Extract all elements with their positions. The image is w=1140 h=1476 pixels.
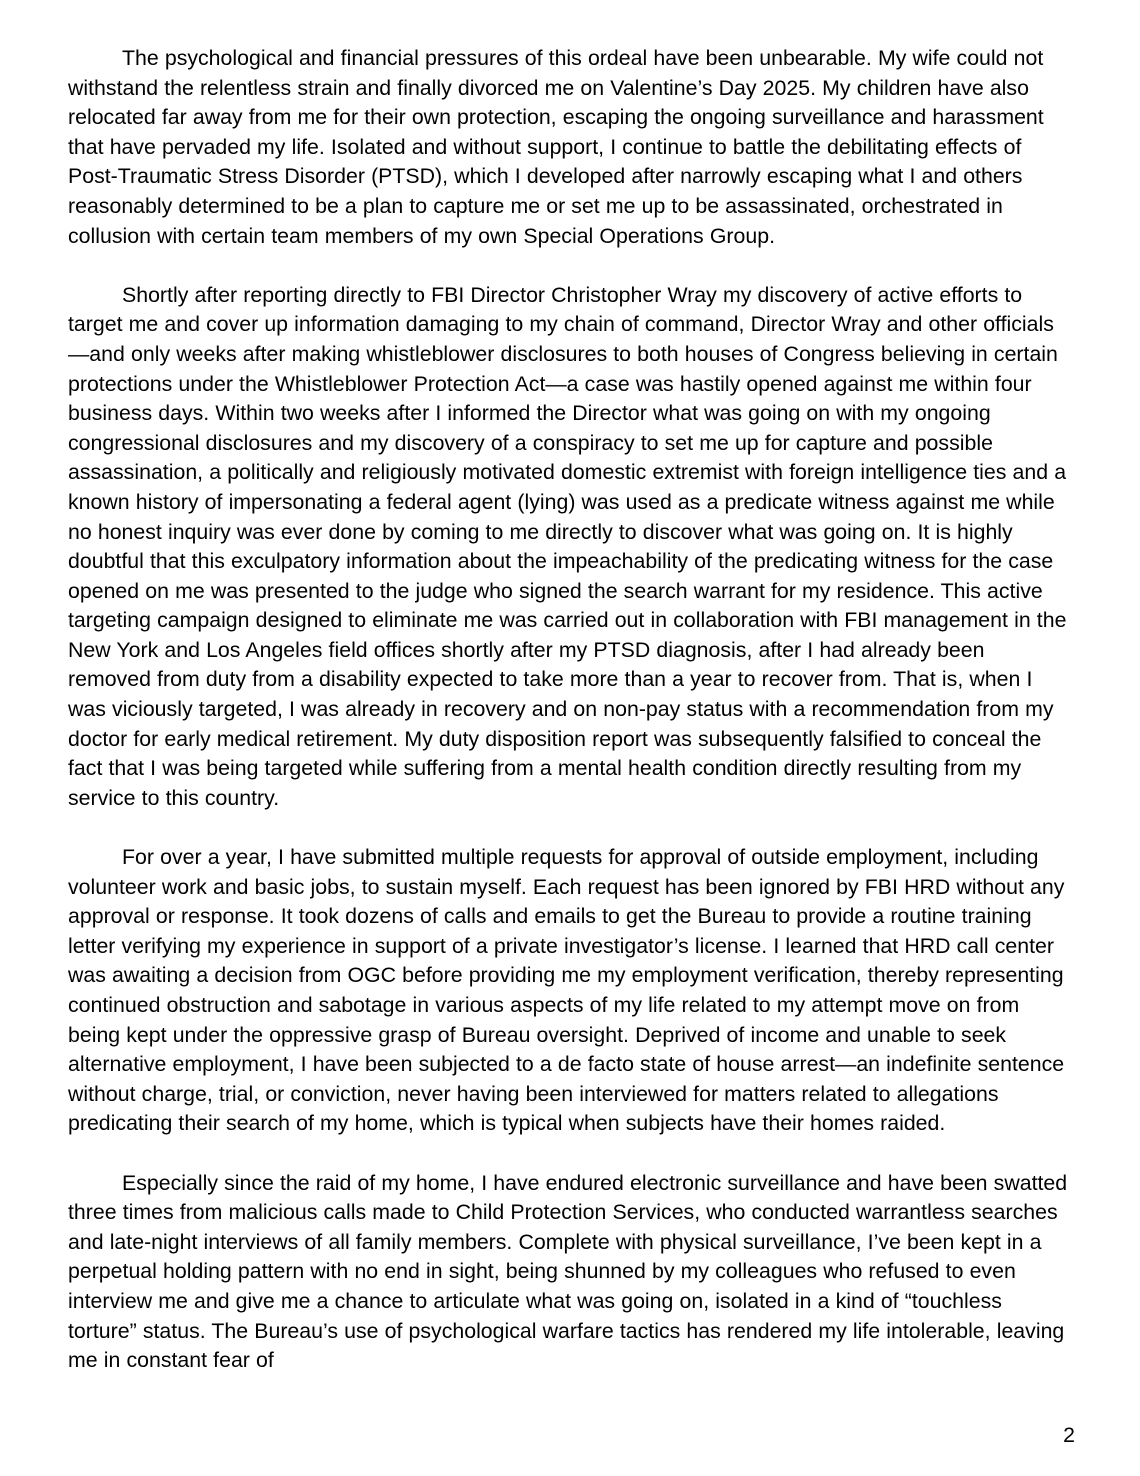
paragraph-3: For over a year, I have submitted multiple requests for approval of outside employment, including volunteer work and basic jobs, to sustain myself. Each request has been ignored by FBI HRD without any approval or response. It took dozens of calls and emails to get the Bureau to provide a routine training letter verifying my experience in support of a private investigator’s license. I learned that HRD call center was awaiting a decision from OGC before providing me my employment verification, thereby representing continued obstruction and sabotage in various aspects of my life related to my attempt move on from being kept under the oppressive grasp of Bureau oversight. Deprived of income and unable to seek alternative employment, I have been subjected to a de facto state of house arrest—an indefinite sentence without charge, trial, or conviction, never having been interviewed for matters related to allegations predicating their search of my home, which is typical when subjects have their homes raided. [68, 845, 1065, 1136]
paragraph-2: Shortly after reporting directly to FBI Director Christopher Wray my discovery of active efforts to target me and cover up information damaging to my chain of command, Director Wray and other officials—and only weeks after making whistleblower disclosures to both houses of Congress believing in certain protections under the Whistleblower Protection Act—a case was hastily opened against me within four business days. Within two weeks after I informed the Director what was going on with my ongoing congressional disclosures and my discovery of a conspiracy to set me up for capture and possible assassination, a politically and religiously motivated domestic extremist with foreign intelligence ties and a known history of impersonating a federal agent (lying) was used as a predicate witness against me while no honest inquiry was ever done by coming to me directly to discover what was going on. It is highly doubtful that this exculpatory information about the impeachability of the predicating witness for the case opened on me was presented to the judge who signed the search warrant for my residence. This active targeting campaign designed to eliminate me was carried out in collaboration with FBI management in the New York and Los Angeles field offices shortly after my PTSD diagnosis, after I had already been removed from duty from a disability expected to take more than a year to recover from. That is, when I was viciously targeted, I was already in recovery and on non-pay status with a recommendation from my doctor for early medical retirement. My duty disposition report was subsequently falsified to conceal the fact that I was being targeted while suffering from a mental health condition directly resulting from my service to this country. [68, 282, 1067, 810]
paragraph-1: The psychological and financial pressures of this ordeal have been unbearable. My wife could not withstand the relentless strain and finally divorced me on Valentine’s Day 2025. My children have also relocated far away from me for their own protection, escaping the ongoing surveillance and harassment that have pervaded my life. Isolated and without support, I continue to battle the debilitating effects of Post-Traumatic Stress Disorder (PTSD), which I developed after narrowly escaping what I and others reasonably determined to be a plan to capture me or set me up to be assassinated, orchestrated in collusion with certain team members of my own Special Operations Group. [68, 46, 1044, 248]
page-number: 2 [1063, 1423, 1075, 1447]
paragraph-4: Especially since the raid of my home, I have endured electronic surveillance and have been swatted three times from malicious calls made to Child Protection Services, who conducted warrantless searches and late-night interviews of all family members. Complete with physical surveillance, I’ve been kept in a perpetual holding pattern with no end in sight, being shunned by my colleagues who refused to even interview me and give me a chance to articulate what was going on, isolated in a kind of “touchless torture” status. The Bureau’s use of psychological warfare tactics has rendered my life intolerable, leaving me in constant fear of [68, 1170, 1068, 1373]
document-body [68, 44, 1068, 1376]
